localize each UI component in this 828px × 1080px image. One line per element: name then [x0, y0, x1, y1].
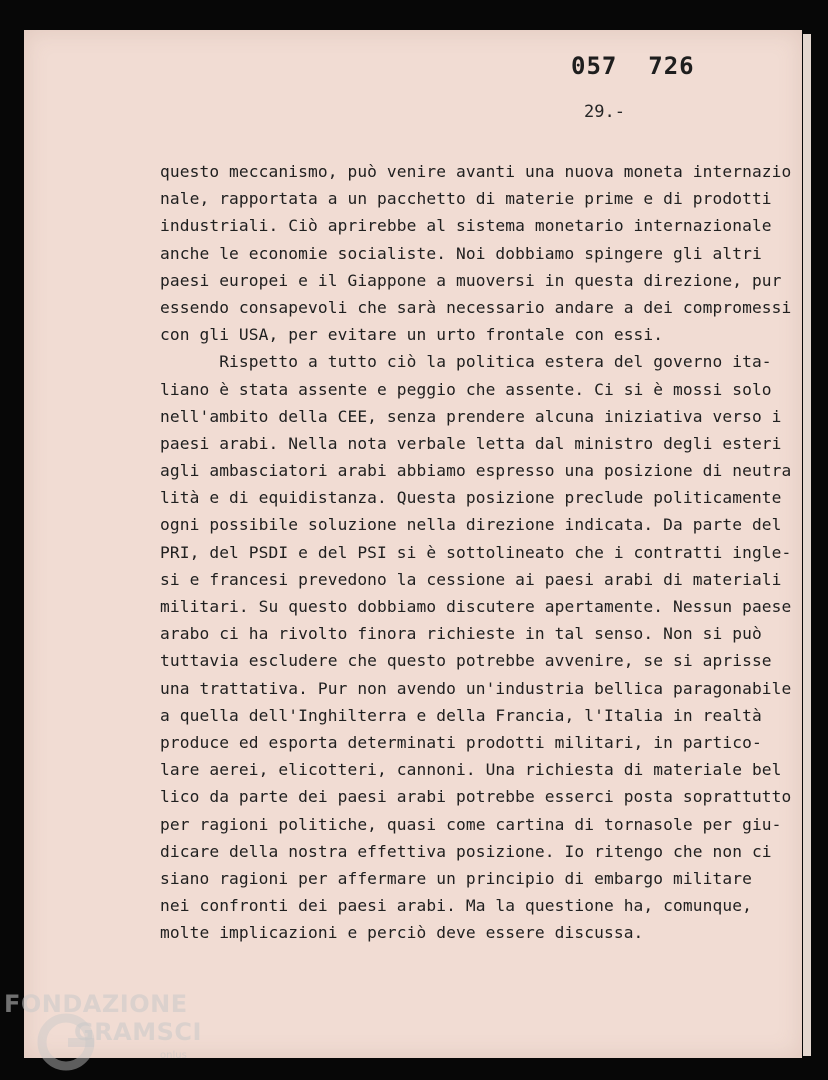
- text-line: paesi arabi. Nella nota verbale letta dal ministro degli esteri: [160, 433, 782, 453]
- text-line: essendo consapevoli che sarà necessario andare a dei compromessi: [160, 297, 792, 317]
- fondazione-gramsci-watermark: [4, 990, 214, 1070]
- watermark-suffix: onlus: [160, 1050, 187, 1061]
- text-line: lare aerei, elicotteri, cannoni. Una richiesta di materiale bel: [160, 760, 782, 780]
- text-line: una trattativa. Pur non avendo un'industria bellica paragonabile: [160, 678, 792, 698]
- text-line: tuttavia escludere che questo potrebbe avvenire, se si aprisse: [160, 651, 772, 671]
- text-line: a quella dell'Inghilterra e della Francia, l'Italia in realtà: [160, 705, 762, 725]
- text-line: militari. Su questo dobbiamo discutere apertamente. Nessun paese: [160, 597, 792, 616]
- text-line: si e francesi prevedono la cessione ai paesi arabi di materiali: [160, 569, 782, 589]
- text-line: industriali. Ciò aprirebbe al sistema monetario internazionale: [160, 216, 772, 236]
- text-line: lico da parte dei paesi arabi potrebbe esserci posta soprattutto: [160, 787, 792, 807]
- text-line: nell'ambito della CEE, senza prendere alcuna iniziativa verso i: [160, 406, 782, 426]
- page-number: 29.-: [584, 102, 625, 122]
- text-line: molte implicazioni e perciò deve essere discussa.: [160, 923, 644, 943]
- text-line: Rispetto a tutto ciò la politica estera del governo ita-: [160, 352, 772, 372]
- next-page-edge: [803, 34, 811, 1056]
- text-line: liano è stata assente e peggio che assente. Ci si è mossi solo: [160, 379, 772, 399]
- watermark-line1: FONDAZIONE: [4, 990, 188, 1018]
- text-line: agli ambasciatori arabi abbiamo espresso una posizione di neutra: [160, 461, 792, 481]
- text-line: anche le economie socialiste. Noi dobbiamo spingere gli altri: [160, 243, 762, 263]
- document-page: [24, 30, 802, 1058]
- text-line: arabo ci ha rivolto finora richieste in tal senso. Non si può: [160, 624, 762, 644]
- text-line: ogni possibile soluzione nella direzione indicata. Da parte del: [160, 515, 782, 535]
- text-line: produce ed esporta determinati prodotti militari, in partico-: [160, 732, 762, 752]
- text-line: questo meccanismo, può venire avanti una nuova moneta internazio: [160, 162, 792, 181]
- watermark-line2: GRAMSCI: [74, 1018, 202, 1046]
- text-line: lità e di equidistanza. Questa posizione preclude politicamente: [160, 488, 782, 508]
- text-line: nei confronti dei paesi arabi. Ma la questione ha, comunque,: [160, 896, 752, 916]
- text-line: con gli USA, per evitare un urto frontale con essi.: [160, 325, 664, 345]
- text-line: dicare della nostra effettiva posizione. Io ritengo che non ci: [160, 841, 772, 861]
- text-line: per ragioni politiche, quasi come cartina di tornasole per giu-: [160, 814, 782, 834]
- text-line: siano ragioni per affermare un principio di embargo militare: [160, 868, 752, 888]
- text-line: PRI, del PSDI e del PSI si è sottolineato che i contratti ingle-: [160, 542, 792, 562]
- archive-stamp-number: 057 726: [571, 52, 695, 80]
- text-line: nale, rapportata a un pacchetto di materie prime e di prodotti: [160, 189, 772, 209]
- text-line: paesi europei e il Giappone a muoversi in questa direzione, pur: [160, 270, 782, 290]
- typewritten-body: [160, 158, 790, 946]
